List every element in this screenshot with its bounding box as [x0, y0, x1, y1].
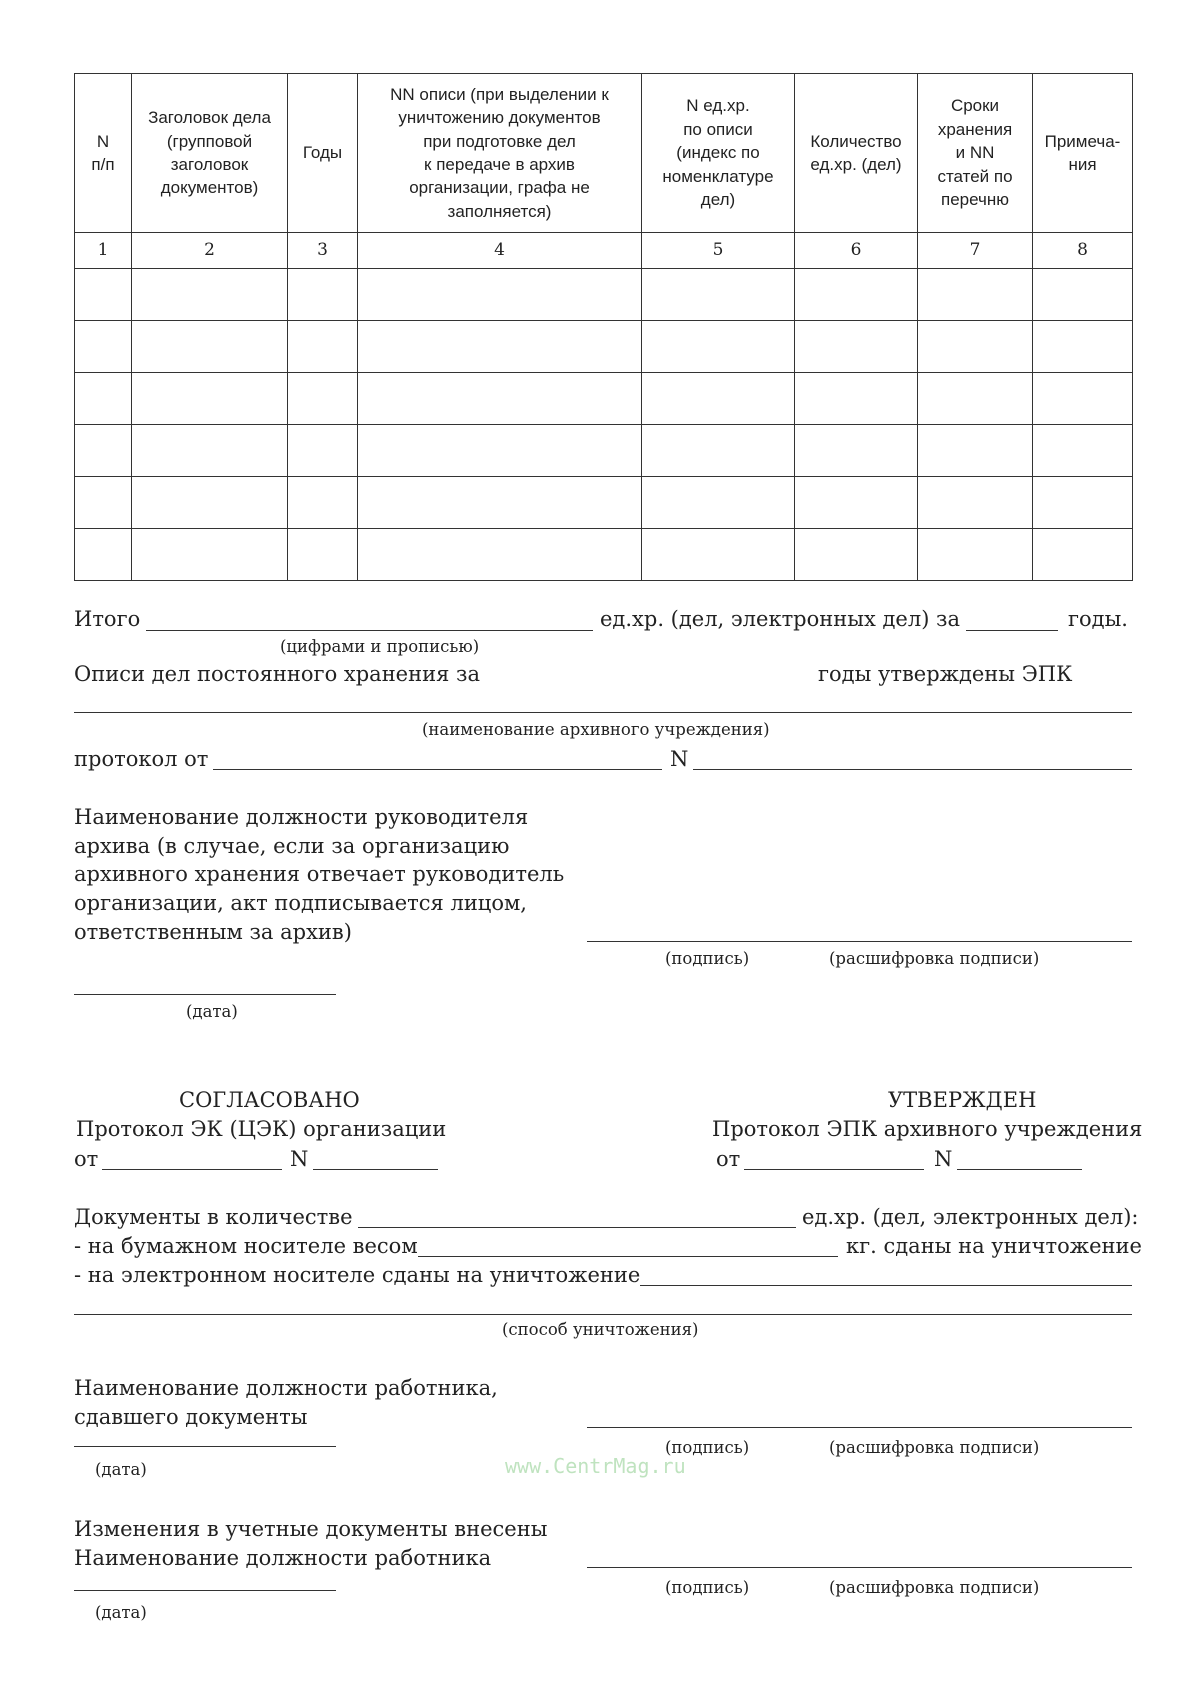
agreed-from-label: от [74, 1147, 99, 1171]
total-label: Итого [74, 607, 141, 631]
table-cell[interactable] [75, 529, 132, 581]
total-years-field[interactable] [966, 630, 1058, 631]
table-cell[interactable] [358, 269, 642, 321]
table-cell[interactable] [642, 269, 795, 321]
col-header-notes: Примеча- ния [1033, 74, 1133, 233]
head-signature-field[interactable] [587, 941, 1132, 942]
table-cell[interactable] [132, 477, 288, 529]
table-cell[interactable] [1033, 269, 1133, 321]
table-row [75, 269, 1133, 321]
table-cell[interactable] [1033, 373, 1133, 425]
changes-date-hint: (дата) [95, 1603, 147, 1622]
worker-signature-hint: (подпись) [665, 1438, 750, 1457]
agreed-n-label: N [290, 1147, 309, 1171]
col-number: 6 [795, 233, 918, 269]
total-count-hint: (цифрами и прописью) [280, 637, 480, 656]
table-cell[interactable] [918, 321, 1033, 373]
col-number: 3 [288, 233, 358, 269]
col-number: 8 [1033, 233, 1133, 269]
col-number: 4 [358, 233, 642, 269]
table-row [75, 529, 1133, 581]
table-cell[interactable] [132, 425, 288, 477]
protocol-label: протокол от [74, 747, 209, 771]
head-title-line: Наименование должности руководителя [74, 805, 529, 829]
table-cell[interactable] [132, 269, 288, 321]
head-date-field[interactable] [74, 994, 336, 995]
changes-date-field[interactable] [74, 1590, 336, 1591]
archive-institution-hint: (наименование архивного учреждения) [422, 720, 770, 739]
table-cell[interactable] [1033, 425, 1133, 477]
table-cell[interactable] [795, 269, 918, 321]
records-table [74, 73, 1133, 581]
table-cell[interactable] [358, 321, 642, 373]
protocol-date-field[interactable] [213, 769, 662, 770]
table-cell[interactable] [358, 373, 642, 425]
table-cell[interactable] [132, 529, 288, 581]
changes-title-line: Наименование должности работника [74, 1546, 492, 1570]
inventories-approved-text: годы утверждены ЭПК [818, 662, 1073, 686]
docs-paper-suffix: кг. сданы на уничтожение [846, 1234, 1142, 1258]
col-header-number: N п/п [75, 74, 132, 233]
table-row [75, 321, 1133, 373]
table-numbering-row [75, 233, 1133, 269]
head-title-line: архива (в случае, если за организацию [74, 834, 510, 858]
table-cell[interactable] [288, 477, 358, 529]
approved-title: УТВЕРЖДЕН [888, 1088, 1037, 1112]
table-cell[interactable] [1033, 321, 1133, 373]
table-cell[interactable] [642, 321, 795, 373]
table-cell[interactable] [358, 529, 642, 581]
table-cell[interactable] [75, 321, 132, 373]
table-cell[interactable] [795, 373, 918, 425]
agreed-title: СОГЛАСОВАНО [179, 1088, 360, 1112]
archive-institution-field[interactable] [74, 712, 1132, 713]
worker-title-line: сдавшего документы [74, 1405, 308, 1429]
table-row [75, 425, 1133, 477]
total-units-text: ед.хр. (дел, электронных дел) за [600, 607, 961, 631]
worker-date-field[interactable] [74, 1446, 336, 1447]
approved-number-field[interactable] [957, 1169, 1082, 1170]
table-cell[interactable] [642, 529, 795, 581]
col-header-unit-number: N ед.хр. по описи (индекс по номенклатуре дел) [642, 74, 795, 233]
agreed-date-field[interactable] [102, 1169, 282, 1170]
destruction-method-field[interactable] [74, 1314, 1132, 1315]
destruction-method-hint: (способ уничтожения) [502, 1320, 699, 1339]
col-header-inventory: NN описи (при выделении к уничтожению документов при подготовке дел к передаче в архив организации, графа не заполняется) [358, 74, 642, 233]
table-cell[interactable] [288, 373, 358, 425]
table-cell[interactable] [288, 425, 358, 477]
table-header-row [75, 74, 1133, 233]
agreed-number-field[interactable] [313, 1169, 438, 1170]
table-cell[interactable] [642, 373, 795, 425]
total-count-field[interactable] [146, 630, 593, 631]
total-years-suffix: годы. [1068, 607, 1128, 631]
worker-title-line: Наименование должности работника, [74, 1376, 498, 1400]
table-cell[interactable] [75, 269, 132, 321]
table-cell[interactable] [795, 529, 918, 581]
table-cell[interactable] [795, 425, 918, 477]
table-cell[interactable] [288, 529, 358, 581]
table-cell[interactable] [75, 425, 132, 477]
col-number: 2 [132, 233, 288, 269]
col-header-title: Заголовок дела (групповой заголовок документов) [132, 74, 288, 233]
table-cell[interactable] [795, 321, 918, 373]
head-signature-hint: (подпись) [665, 949, 750, 968]
docs-units-text: ед.хр. (дел, электронных дел): [802, 1205, 1139, 1229]
col-number: 1 [75, 233, 132, 269]
changes-signature-hint: (подпись) [665, 1578, 750, 1597]
approved-date-field[interactable] [744, 1169, 924, 1170]
docs-weight-field[interactable] [418, 1256, 838, 1257]
table-cell[interactable] [1033, 477, 1133, 529]
table-row [75, 477, 1133, 529]
col-number: 7 [918, 233, 1033, 269]
docs-quantity-label: Документы в количестве [74, 1205, 353, 1229]
table-cell[interactable] [795, 477, 918, 529]
docs-electronic-label: - на электронном носителе сданы на уничтожение [74, 1263, 641, 1287]
table-cell[interactable] [132, 373, 288, 425]
docs-quantity-field[interactable] [358, 1227, 796, 1228]
inventories-label: Описи дел постоянного хранения за [74, 662, 481, 686]
table-cell[interactable] [358, 425, 642, 477]
protocol-number-field[interactable] [693, 769, 1132, 770]
table-cell[interactable] [642, 477, 795, 529]
table-cell[interactable] [75, 373, 132, 425]
table-cell[interactable] [918, 529, 1033, 581]
docs-electronic-field[interactable] [640, 1285, 1132, 1286]
table-cell[interactable] [918, 269, 1033, 321]
changes-title-line: Изменения в учетные документы внесены [74, 1517, 548, 1541]
agreed-subtitle: Протокол ЭК (ЦЭК) организации [76, 1117, 447, 1141]
worker-decode-hint: (расшифровка подписи) [829, 1438, 1040, 1457]
changes-signature-field[interactable] [587, 1567, 1132, 1568]
head-decode-hint: (расшифровка подписи) [829, 949, 1040, 968]
changes-decode-hint: (расшифровка подписи) [829, 1578, 1040, 1597]
table-row [75, 373, 1133, 425]
approved-n-label: N [934, 1147, 953, 1171]
col-header-quantity: Количество ед.хр. (дел) [795, 74, 918, 233]
protocol-n-label: N [670, 747, 689, 771]
table-cell[interactable] [75, 477, 132, 529]
table-cell[interactable] [918, 425, 1033, 477]
docs-paper-label: - на бумажном носителе весом [74, 1234, 418, 1258]
table-cell[interactable] [358, 477, 642, 529]
head-title-line: организации, акт подписывается лицом, [74, 891, 527, 915]
table-cell[interactable] [288, 321, 358, 373]
col-header-storage-terms: Сроки хранения и NN статей по перечню [918, 74, 1033, 233]
head-date-hint: (дата) [186, 1002, 238, 1021]
table-cell[interactable] [642, 425, 795, 477]
table-cell[interactable] [288, 269, 358, 321]
worker-date-hint: (дата) [95, 1460, 147, 1479]
col-number: 5 [642, 233, 795, 269]
head-title-line: ответственным за архив) [74, 920, 352, 944]
table-cell[interactable] [132, 321, 288, 373]
table-cell[interactable] [918, 373, 1033, 425]
worker-signature-field[interactable] [587, 1427, 1132, 1428]
approved-subtitle: Протокол ЭПК архивного учреждения [712, 1117, 1143, 1141]
watermark: www.CentrMag.ru [505, 1454, 686, 1478]
table-cell[interactable] [1033, 529, 1133, 581]
head-title-line: архивного хранения отвечает руководитель [74, 862, 565, 886]
approved-from-label: от [716, 1147, 741, 1171]
col-header-years: Годы [288, 74, 358, 233]
table-cell[interactable] [918, 477, 1033, 529]
